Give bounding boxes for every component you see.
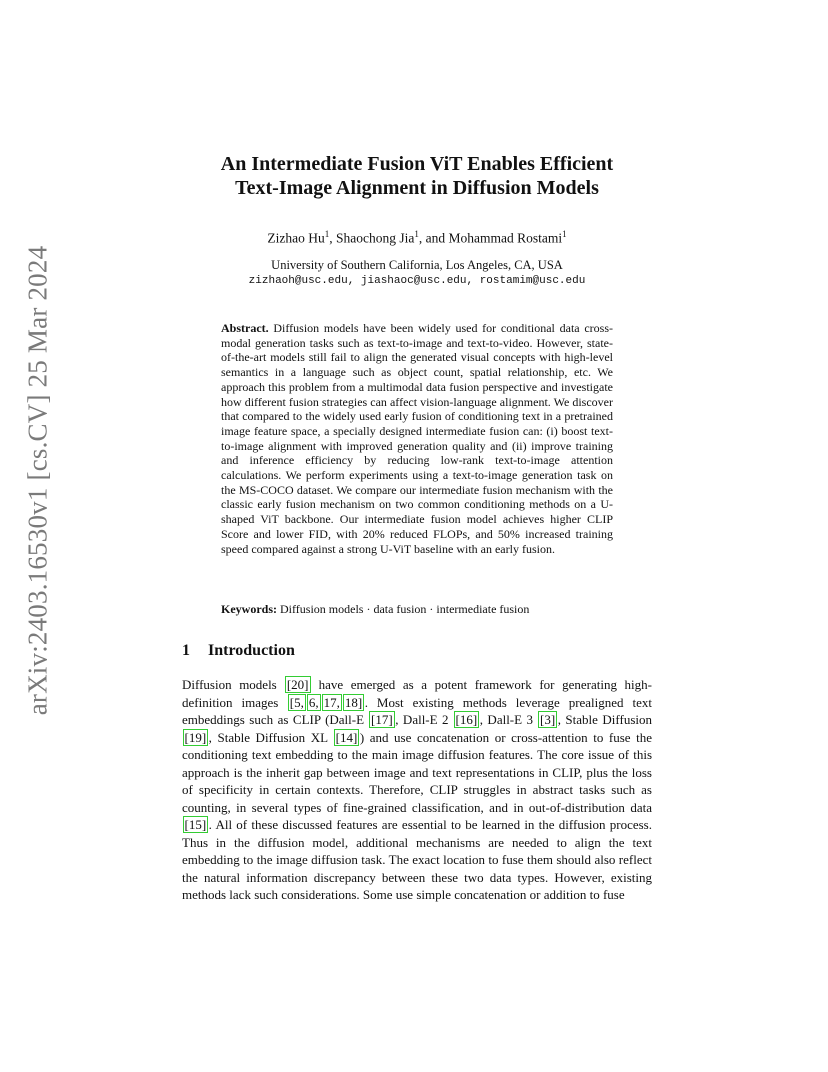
- section-number: 1: [182, 642, 190, 659]
- author-separator: ,: [329, 230, 336, 246]
- title-line-2: Text-Image Alignment in Diffusion Models: [235, 177, 599, 199]
- intro-text: . Most existing methods leverage prealigned text embeddings such as CLIP (Dall-E: [182, 694, 653, 727]
- intro-text: Diffusion models: [182, 677, 285, 692]
- intro-text: , Dall-E 2: [395, 712, 454, 727]
- citation-link[interactable]: 6,: [308, 694, 319, 710]
- author-list: [170, 229, 664, 247]
- citation-link[interactable]: [14]: [335, 729, 358, 745]
- abstract: [221, 321, 613, 556]
- citation-link[interactable]: [17]: [371, 712, 393, 727]
- affiliation-mark: 1: [414, 229, 419, 239]
- abstract-text: Diffusion models have been widely used for conditional data cross-modal generation tasks such as text-to-image and text-to-video. However, state-of-the-art models still fail to align the generated visual concepts with high-level semantics in a language such as object count, spatial relationship, etc. We approach this problem from a multimodal data fusion perspective and investigate how different fusion strategies can affect vision-language alignment. We discover that compared to the widely used early fusion of conditioning text in a pretrained image feature space, a specially designed intermediate fusion can: (i) boost text-to-image alignment with improved generation quality and (ii) improve training and inference efficiency by reducing low-rank text-to-image attention calculations. We perform experiments using a text-to-image generation task on the MS-COCO dataset. We compare our intermediate fusion mechanism with the classic early fusion mechanism on two common conditioning methods on a U-shaped ViT backbone. Our intermediate fusion model achieves higher CLIP Score and lower FID, with 20% reduced FLOPs, and 50% increased training speed compared against a strong U-ViT baseline with an early fusion.: [221, 321, 614, 556]
- intro-paragraph: [182, 676, 652, 904]
- intro-text: , Stable Diffusion XL: [208, 729, 334, 745]
- intro-text: , Stable Diffusion: [557, 712, 652, 727]
- keywords: [221, 602, 613, 617]
- affiliation: University of Southern California, Los Angeles, CA, USA: [271, 258, 563, 272]
- author-separator: , and: [418, 230, 449, 246]
- abstract-label: Abstract.: [221, 321, 269, 335]
- keywords-label: Keywords:: [221, 602, 277, 616]
- author-3: Mohammad Rostami: [448, 230, 563, 246]
- section-heading: [182, 642, 295, 660]
- citation-link[interactable]: [16]: [455, 712, 478, 727]
- title-line-1: An Intermediate Fusion ViT Enables Efficient: [220, 153, 614, 175]
- intro-text: , Dall-E 3: [479, 712, 538, 727]
- keywords-text: Diffusion models · data fusion · intermediate fusion: [280, 602, 530, 616]
- author-2: Shaochong Jia: [335, 230, 415, 246]
- arxiv-identifier: arXiv:2403.16530v1 [cs.CV] 25 Mar 2024: [22, 245, 53, 715]
- citation-link[interactable]: [3]: [540, 712, 556, 727]
- citation-link[interactable]: 18]: [344, 694, 363, 710]
- section-title: Introduction: [208, 642, 295, 659]
- arxiv-watermark: [8, 245, 68, 715]
- paper-title: [170, 152, 664, 200]
- citation-link[interactable]: [15]: [184, 817, 207, 832]
- citation-link[interactable]: [20]: [286, 677, 309, 692]
- intro-text: . All of these discussed features are essential to be learned in the diffusion process. Thus in the diffusion model, additional mechanisms are needed to align the text embedding to the image diffusion task. The exact location to fuse them should also reflect the natural information discrepancy between these two data types. However, existing methods lack such considerations. Some use simple concatenation or addition to fuse: [182, 817, 652, 902]
- citation-link[interactable]: 17,: [323, 694, 340, 710]
- author-emails: zizhaoh@usc.edu, jiashaoc@usc.edu, rostamim@usc.edu: [248, 275, 586, 287]
- affiliation-mark: 1: [562, 229, 567, 239]
- citation-link[interactable]: [19]: [184, 729, 207, 745]
- affiliation-mark: 1: [324, 229, 330, 239]
- intro-text: ) and use concatenation or cross-attention to fuse the conditioning text embedding to the main image diffusion features. The core issue of this approach is the inherit gap between image and text representations in CLIP, plus the loss of specificity in certain contexts. Therefore, CLIP struggles in abstract tasks such as counting, in several types of fine-grained classification, and in out-of-distribution data: [182, 729, 652, 815]
- citation-link[interactable]: [5,: [289, 694, 304, 710]
- author-1: Zizhao Hu: [267, 230, 325, 246]
- intro-text: have emerged as a potent framework for generating high-definition images: [182, 677, 652, 710]
